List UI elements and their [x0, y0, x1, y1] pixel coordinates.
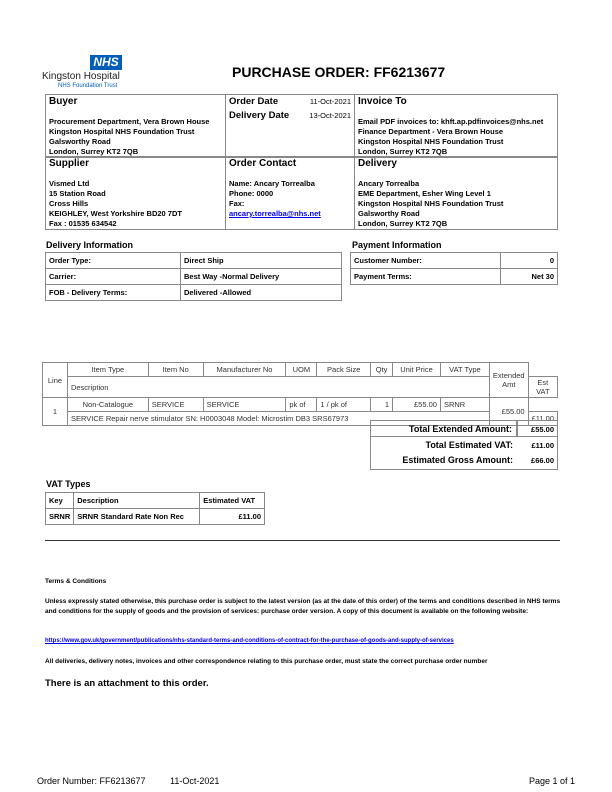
cell-key: SRNR	[46, 509, 74, 525]
value: Delivered -Allowed	[181, 285, 342, 301]
invoice-line: Finance Department - Vera Brown House	[358, 127, 504, 136]
contact-box	[225, 156, 355, 230]
table-row	[46, 253, 342, 269]
label: FOB - Delivery Terms:	[46, 285, 181, 301]
supplier-heading: Supplier	[49, 158, 90, 169]
vat-types-heading: VAT Types	[46, 479, 91, 489]
col-key: Key	[46, 493, 74, 509]
col-unit-price: Unit Price	[393, 363, 441, 377]
value: Best Way -Normal Delivery	[181, 269, 342, 285]
cell-item-type: Non-Catalogue	[67, 398, 148, 412]
col-mfr: Manufacturer No	[203, 363, 286, 377]
contact-heading: Order Contact	[229, 158, 297, 169]
col-estimated-vat: Estimated VAT	[200, 493, 265, 509]
col-vat-type: VAT Type	[440, 363, 489, 377]
cell-est-vat: £11.00	[528, 412, 557, 426]
footer-order-number: Order Number: FF6213677	[37, 776, 146, 786]
table-row	[46, 509, 265, 525]
total-vat-value: £11.00	[531, 441, 554, 450]
nhs-logo: NHS	[90, 55, 122, 70]
delivery-line: EME Department, Esher Wing Level 1	[358, 189, 491, 198]
value: Direct Ship	[181, 253, 342, 269]
terms-note: All deliveries, delivery notes, invoices and other correspondence relating to this purchase order, must state the correct purchase order number	[45, 658, 488, 665]
total-extended-label: Total Extended Amount:	[370, 420, 518, 437]
payment-info-table	[350, 252, 558, 285]
delivery-line: Kingston Hospital NHS Foundation Trust	[358, 199, 504, 208]
invoice-line: Kingston Hospital NHS Foundation Trust	[358, 137, 504, 146]
terms-paragraph: Unless expressly stated otherwise, this purchase order is subject to the latest version (as at the date of this order) of the terms and conditions described in NHS terms and conditions for the supply of goods and the provision of services: purchase order version. A copy of this document is available on the following website:	[45, 598, 561, 615]
table-row	[43, 398, 558, 412]
footer-date: 11-Oct-2021	[170, 776, 220, 786]
cell-description: SERVICE Repair nerve stimulator SN: H0003048 Model: Microstim DB3 SRS67973	[67, 412, 489, 426]
delivery-date-label: Delivery Date	[229, 110, 290, 121]
invoice-heading: Invoice To	[358, 96, 407, 107]
header-row	[43, 363, 558, 377]
order-date-value: 11-Oct-2021	[309, 97, 351, 106]
cell-ext-amt: £55.00	[489, 398, 528, 426]
cell-unit-price: £55.00	[393, 398, 441, 412]
delivery-date-value: 13-Oct-2021	[309, 111, 351, 120]
col-description: Description	[67, 377, 489, 398]
total-vat-label: Total Estimated VAT:	[425, 440, 513, 450]
cell-mfr: SERVICE	[203, 398, 286, 412]
order-date-label: Order Date	[229, 96, 279, 107]
delivery-line: London, Surrey KT2 7QB	[358, 219, 448, 228]
buyer-line: Procurement Department, Vera Brown House	[49, 117, 210, 126]
buyer-line: London, Surrey KT2 7QB	[49, 147, 139, 156]
supplier-box	[45, 156, 226, 230]
invoice-line: London, Surrey KT2 7QB	[358, 147, 448, 156]
value: 0	[501, 253, 558, 269]
col-description: Description	[74, 493, 200, 509]
page-title: PURCHASE ORDER: FF6213677	[232, 64, 446, 80]
col-est-vat: Est VAT	[528, 377, 557, 398]
terms-link[interactable]: https://www.gov.uk/government/publications/nhs-standard-terms-and-conditions-of-contract-for-the-purchase-of-goods-and-supply-of-services	[45, 638, 454, 644]
col-qty: Qty	[371, 363, 393, 377]
totals-box	[370, 436, 558, 470]
buyer-line: Galsworthy Road	[49, 137, 111, 146]
table-row	[46, 285, 342, 301]
label: Order Type:	[46, 253, 181, 269]
footer-page: Page 1 of 1	[528, 776, 575, 786]
trust-name: NHS Foundation Trust	[58, 83, 118, 89]
delivery-line: Galsworthy Road	[358, 209, 420, 218]
invoice-box	[354, 94, 558, 158]
delivery-line: Ancary Torrealba	[358, 179, 420, 188]
col-line: Line	[43, 363, 68, 398]
label: Carrier:	[46, 269, 181, 285]
supplier-line: Fax : 01535 634542	[49, 219, 117, 228]
contact-fax: Fax:	[229, 199, 245, 208]
payment-info-heading: Payment Information	[352, 240, 442, 250]
contact-name: Name: Ancary Torrealba	[229, 179, 315, 188]
supplier-line: Cross Hills	[49, 199, 89, 208]
col-pack: Pack Size	[317, 363, 371, 377]
cell-line: 1	[43, 398, 68, 426]
label: Payment Terms:	[351, 269, 501, 285]
supplier-line: Vismed Ltd	[49, 179, 90, 188]
buyer-heading: Buyer	[49, 96, 78, 107]
label: Customer Number:	[351, 253, 501, 269]
gross-value: £66.00	[531, 456, 554, 465]
buyer-box	[45, 94, 226, 158]
total-extended-value: £55.00	[516, 420, 558, 437]
supplier-line: KEIGHLEY, West Yorkshire BD20 7DT	[49, 209, 182, 218]
gross-label: Estimated Gross Amount:	[402, 455, 513, 465]
table-row	[351, 253, 558, 269]
contact-email-link[interactable]: ancary.torrealba@nhs.net	[229, 209, 321, 218]
col-item-type: Item Type	[67, 363, 148, 377]
invoice-line: Email PDF invoices to: khft.ap.pdfinvoices@nhs.net	[358, 117, 544, 126]
table-row	[351, 269, 558, 285]
cell-uom: pk of	[286, 398, 317, 412]
delivery-box	[354, 156, 558, 230]
delivery-info-table	[45, 252, 342, 301]
terms-heading: Terms & Conditions	[45, 578, 107, 585]
header-row	[46, 493, 265, 509]
cell-vat-type: SRNR	[440, 398, 489, 412]
delivery-heading: Delivery	[358, 158, 397, 169]
items-table	[42, 362, 558, 426]
delivery-info-heading: Delivery Information	[46, 240, 134, 250]
header-row	[43, 377, 558, 398]
vat-types-table	[45, 492, 265, 525]
col-ext-amt: Extended Amt	[489, 363, 528, 398]
table-row	[46, 269, 342, 285]
value: Net 30	[501, 269, 558, 285]
divider	[45, 540, 560, 541]
supplier-line: 15 Station Road	[49, 189, 106, 198]
cell-pack: 1 / pk of	[317, 398, 371, 412]
attachment-note: There is an attachment to this order.	[45, 678, 209, 689]
contact-phone: Phone: 0000	[229, 189, 274, 198]
dates-box	[225, 94, 355, 158]
cell-item-no: SERVICE	[148, 398, 203, 412]
cell-description: SRNR Standard Rate Non Rec	[74, 509, 200, 525]
hospital-name: Kingston Hospital	[42, 71, 120, 82]
col-uom: UOM	[286, 363, 317, 377]
cell-estimated-vat: £11.00	[200, 509, 265, 525]
cell-qty: 1	[371, 398, 393, 412]
buyer-line: Kingston Hospital NHS Foundation Trust	[49, 127, 195, 136]
col-item-no: Item No	[148, 363, 203, 377]
